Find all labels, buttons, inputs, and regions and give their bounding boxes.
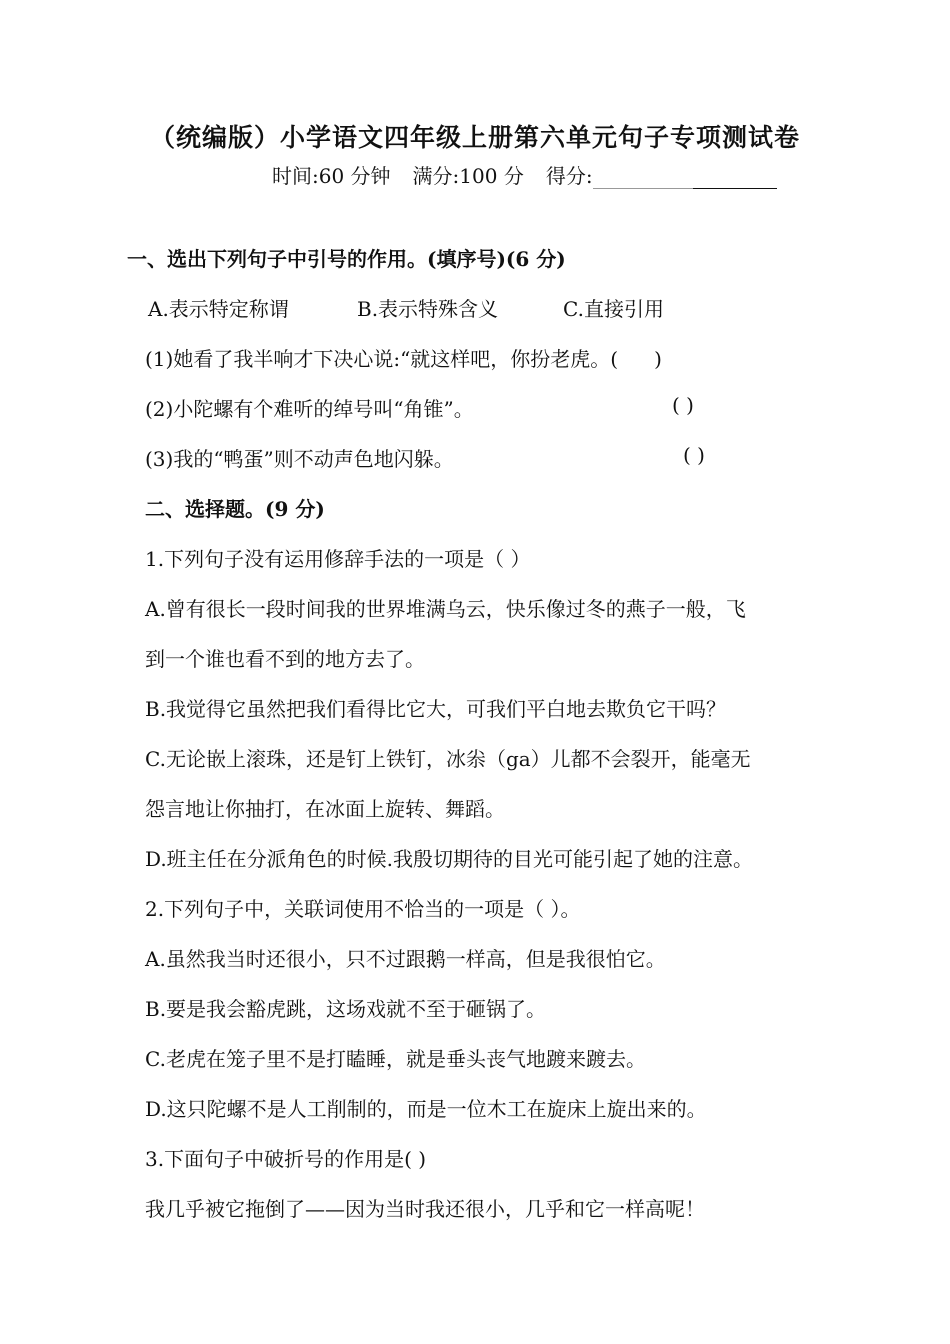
q3-sentence-part2: 几乎和它一样高呢！ [525,1197,705,1221]
s1-item-1 [145,343,662,372]
q1-option-a-line1: A.曾有很长一段时间我的世界堆满乌云，快乐像过冬的燕子一般，飞 [145,597,746,621]
s1-item-1-close: ) [654,347,662,371]
q2-option-a: A.虽然我当时还很小，只不过跟鹅一样高，但是我很怕它。 [145,947,666,971]
score-blank-underline[interactable] [693,168,777,189]
q2-option-d: D.这只陀螺不是人工削制的，而是一位木工在旋床上旋出来的。 [145,1097,707,1121]
q1-option-c-line1: C.无论嵌上滚珠，还是钉上铁钉，冰尜（ga）儿都不会裂开，能毫无 [145,747,751,771]
full-score: 满分:100 分 [412,164,524,188]
score-blank[interactable] [593,168,693,189]
option-b: B.表示特殊含义 [357,297,499,321]
section1-heading: 一、选出下列句子中引号的作用。(填序号)(6 分) [127,247,566,271]
q3-stem: 3.下面句子中破折号的作用是( ) [145,1147,427,1171]
s1-item-3-text: (3)我的“鸭蛋”则不动声色地闪躲。 [145,447,454,471]
score-label: 得分: [545,164,593,188]
s1-item-1-text: (1)她看了我半响才下决心说:“就这样吧，你扮老虎。( [145,347,619,371]
q2-option-b: B.要是我会豁虎跳，这场戏就不至于砸锅了。 [145,997,547,1021]
s1-item-3-blank[interactable]: ( ) [683,443,705,467]
q1-option-c-line2: 怨言地让你抽打，在冰面上旋转、舞蹈。 [145,797,505,821]
section2-heading: 二、选择题。(9 分) [145,497,325,521]
s1-item-2-blank[interactable]: ( ) [672,393,694,417]
option-a: A.表示特定称谓 [148,297,289,321]
s1-item-2-text: (2)小陀螺有个难听的绰号叫“角锥”。 [145,397,474,421]
q3-sentence [145,1193,705,1222]
q2-option-c: C.老虎在笼子里不是打瞌睡，就是垂头丧气地踱来踱去。 [145,1047,646,1071]
q1-stem: 1.下列句子没有运用修辞手法的一项是（ ） [145,547,531,571]
q2-stem: 2.下列句子中，关联词使用不恰当的一项是（ ）。 [145,897,581,921]
q3-sentence-part1: 我几乎被它拖倒了——因为当时我还很小， [145,1197,525,1221]
page-title: （统编版）小学语文四年级上册第六单元句子专项测试卷 [149,123,800,152]
option-c: C.直接引用 [563,297,664,321]
q1-option-d: D.班主任在分派角色的时候.我殷切期待的目光可能引起了她的注意。 [145,847,754,871]
q1-option-a-line2: 到一个谁也看不到的地方去了。 [145,647,425,671]
exam-meta [272,160,777,189]
q1-option-b: B.我觉得它虽然把我们看得比它大，可我们平白地去欺负它干吗？ [145,697,727,721]
time-limit: 时间:60 分钟 [272,164,391,188]
